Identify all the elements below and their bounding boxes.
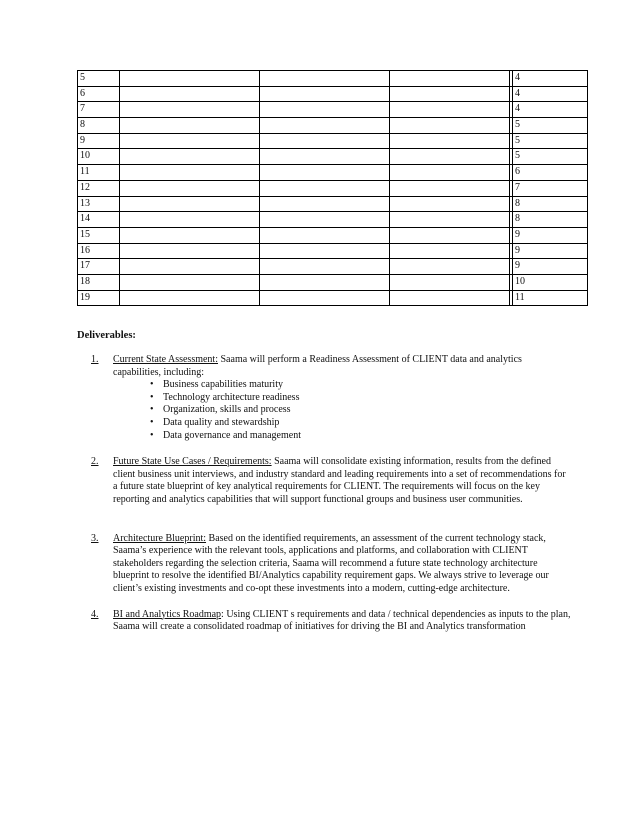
empty-cell (120, 71, 260, 87)
row-value-cell: 9 (513, 243, 588, 259)
row-value-cell: 4 (513, 71, 588, 87)
empty-cell (390, 86, 510, 102)
capability-item (150, 417, 571, 430)
capability-label: Business capabilities maturity (163, 379, 283, 391)
row-value-cell: 6 (513, 165, 588, 181)
row-number-cell: 8 (78, 118, 120, 134)
row-value-cell: 5 (513, 149, 588, 165)
row-number-cell: 6 (78, 86, 120, 102)
deliverable-title: Future State Use Cases / Requirements: (113, 456, 272, 468)
empty-cell (260, 133, 390, 149)
table-row (78, 133, 588, 149)
empty-cell (260, 149, 390, 165)
deliverable-number: 3. (91, 532, 99, 544)
deliverable-current-state-assessment (91, 354, 571, 442)
empty-cell (260, 165, 390, 181)
table-row (78, 196, 588, 212)
row-value-cell: 11 (513, 290, 588, 306)
table-row (78, 102, 588, 118)
table-row (78, 149, 588, 165)
row-value-cell: 8 (513, 212, 588, 228)
empty-cell (390, 165, 510, 181)
row-value-cell: 9 (513, 259, 588, 275)
table-row (78, 227, 588, 243)
row-number-cell: 14 (78, 212, 120, 228)
row-number-cell: 9 (78, 133, 120, 149)
empty-cell (260, 212, 390, 228)
row-value-cell: 4 (513, 86, 588, 102)
deliverable-number: 2. (91, 456, 99, 468)
empty-cell (390, 227, 510, 243)
row-value-cell: 5 (513, 118, 588, 134)
deliverables-heading: Deliverables: (77, 330, 136, 341)
table-row (78, 212, 588, 228)
row-value-cell: 7 (513, 180, 588, 196)
capability-label: Data governance and management (163, 429, 301, 441)
capability-label: Data quality and stewardship (163, 416, 280, 428)
empty-cell (120, 196, 260, 212)
empty-cell (260, 86, 390, 102)
row-number-cell: 11 (78, 165, 120, 181)
table-row (78, 274, 588, 290)
bullet-icon: • (150, 416, 154, 428)
row-value-cell: 9 (513, 227, 588, 243)
empty-cell (260, 259, 390, 275)
capability-label: Organization, skills and process (163, 404, 291, 416)
empty-cell (260, 290, 390, 306)
deliverable-title: Current State Assessment: (113, 354, 218, 365)
empty-cell (390, 149, 510, 165)
row-number-cell: 15 (78, 227, 120, 243)
deliverable-text: : Using CLIENT s requirements and data / technical dependencies as inputs to the plan, Saama will create a consolidated roadmap of initiatives for driving the BI and Analytics transformation (113, 608, 571, 633)
deliverable-title: Architecture Blueprint: (113, 532, 207, 544)
deliverable-text: Saama will perform a Readiness Assessment of CLIENT data and analytics capabilities, including: (113, 354, 522, 378)
capabilities-list (113, 379, 571, 442)
row-number-cell: 17 (78, 259, 120, 275)
empty-cell (390, 180, 510, 196)
row-value-cell: 10 (513, 274, 588, 290)
bullet-icon: • (150, 391, 154, 403)
bullet-icon: • (150, 404, 154, 416)
empty-cell (120, 133, 260, 149)
empty-cell (390, 71, 510, 87)
empty-cell (390, 133, 510, 149)
schedule-table (77, 70, 588, 306)
deliverable-text: Saama will consolidate existing information, results from the defined client business unit interviews, and industry standard and leading requirements into a set of recommendations for a future state blueprint of key analytical requirements for CLIENT. The requirements will focus on the key reporting and analytics capabilities that will support functional groups and business user communities. (113, 456, 566, 505)
deliverable-text: Based on the identified requirements, an assessment of the current technology stack, Saama’s experience with the relevant tools, applications and platforms, and collaboration with CLIENT stakeholders regarding the selection criteria, Saama will recommend a future state technology architecture blueprint to resolve the identified BI/Analytics capability requirement gaps. We always strive to leverage our client’s existing investments and co-opt these investments into a modern, cutting-edge architecture. (113, 532, 549, 594)
row-number-cell: 13 (78, 196, 120, 212)
row-number-cell: 19 (78, 290, 120, 306)
deliverable-future-state-requirements (91, 456, 571, 506)
empty-cell (260, 227, 390, 243)
table-row (78, 86, 588, 102)
empty-cell (120, 118, 260, 134)
empty-cell (120, 86, 260, 102)
empty-cell (120, 102, 260, 118)
empty-cell (260, 274, 390, 290)
table-row (78, 259, 588, 275)
empty-cell (260, 180, 390, 196)
empty-cell (390, 102, 510, 118)
empty-cell (260, 71, 390, 87)
empty-cell (390, 212, 510, 228)
empty-cell (390, 196, 510, 212)
empty-cell (120, 165, 260, 181)
empty-cell (120, 259, 260, 275)
capability-item (150, 392, 571, 405)
row-value-cell: 5 (513, 133, 588, 149)
bullet-icon: • (150, 429, 154, 441)
deliverable-number: 4. (91, 608, 99, 620)
row-number-cell: 16 (78, 243, 120, 259)
row-value-cell: 8 (513, 196, 588, 212)
bullet-icon: • (150, 379, 154, 391)
deliverable-bi-analytics-roadmap (91, 609, 571, 634)
empty-cell (390, 290, 510, 306)
deliverable-architecture-blueprint (91, 533, 571, 596)
empty-cell (260, 118, 390, 134)
empty-cell (120, 243, 260, 259)
table-row (78, 243, 588, 259)
table-row (78, 180, 588, 196)
empty-cell (120, 227, 260, 243)
row-number-cell: 18 (78, 274, 120, 290)
deliverable-number: 1. (91, 354, 99, 365)
table-row (78, 118, 588, 134)
row-number-cell: 12 (78, 180, 120, 196)
row-number-cell: 10 (78, 149, 120, 165)
empty-cell (390, 274, 510, 290)
deliverable-title: BI and Analytics Roadmap (113, 608, 222, 620)
deliverables-list (91, 354, 571, 634)
capability-item (150, 404, 571, 417)
row-value-cell: 4 (513, 102, 588, 118)
empty-cell (120, 212, 260, 228)
empty-cell (120, 290, 260, 306)
empty-cell (260, 243, 390, 259)
capability-label: Technology architecture readiness (163, 391, 300, 403)
row-number-cell: 7 (78, 102, 120, 118)
empty-cell (390, 259, 510, 275)
empty-cell (120, 180, 260, 196)
capability-item (150, 430, 571, 443)
table-row (78, 165, 588, 181)
empty-cell (120, 274, 260, 290)
empty-cell (390, 118, 510, 134)
capability-item (150, 379, 571, 392)
table-row (78, 290, 588, 306)
empty-cell (260, 196, 390, 212)
empty-cell (120, 149, 260, 165)
empty-cell (390, 243, 510, 259)
row-number-cell: 5 (78, 71, 120, 87)
table-row (78, 71, 588, 87)
empty-cell (260, 102, 390, 118)
